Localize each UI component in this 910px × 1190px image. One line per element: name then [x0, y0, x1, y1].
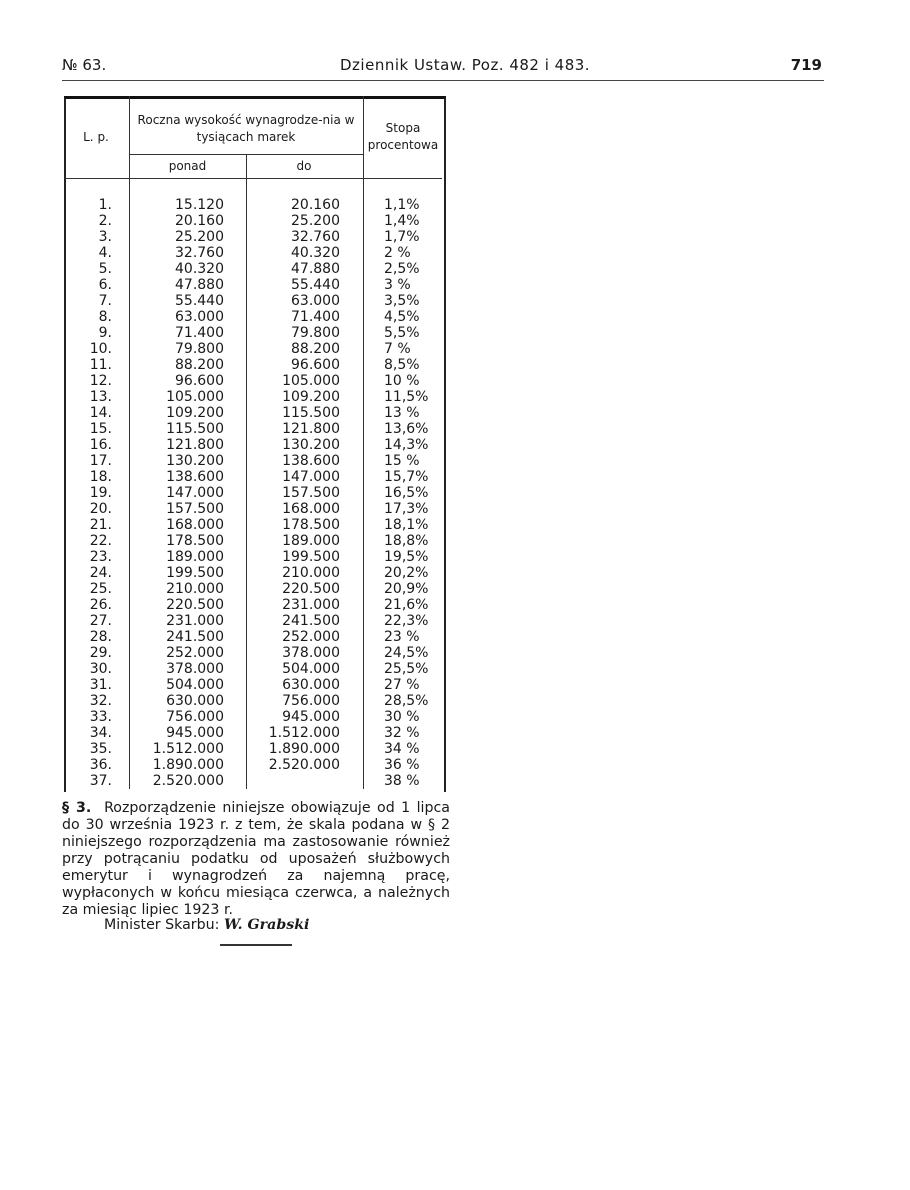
row-number: 11. [89, 357, 112, 373]
row-above: 20.160 [175, 213, 224, 229]
row-number: 23. [89, 549, 112, 565]
page-number: 719 [790, 56, 822, 74]
row-number: 35. [89, 741, 112, 757]
row-to: 199.500 [282, 549, 340, 565]
row-above: 189.000 [166, 549, 224, 565]
row-number: 28. [89, 629, 112, 645]
row-to: 252.000 [282, 629, 340, 645]
table-row [64, 741, 442, 757]
row-above: 2.520.000 [152, 773, 224, 789]
row-rate: 38 % [384, 773, 420, 789]
row-above: 178.500 [166, 533, 224, 549]
table-row [64, 469, 442, 485]
row-number: 21. [89, 517, 112, 533]
table-row [64, 693, 442, 709]
row-number: 18. [89, 469, 112, 485]
row-number: 17. [89, 453, 112, 469]
table-row [64, 613, 442, 629]
row-rate: 21,6% [384, 597, 429, 613]
header-sub-rule [130, 154, 363, 155]
table-body [64, 197, 442, 789]
closing-rule [220, 944, 292, 946]
row-rate: 1,1% [384, 197, 420, 213]
row-above: 115.500 [166, 421, 224, 437]
table-row [64, 677, 442, 693]
table-row [64, 517, 442, 533]
row-above: 168.000 [166, 517, 224, 533]
row-to: 178.500 [282, 517, 340, 533]
row-to: 504.000 [282, 661, 340, 677]
row-number: 31. [89, 677, 112, 693]
row-rate: 20,9% [384, 581, 429, 597]
row-to: 79.800 [291, 325, 340, 341]
signature-line [104, 917, 444, 933]
row-number: 34. [89, 725, 112, 741]
row-rate: 2 % [384, 245, 411, 261]
table-row [64, 581, 442, 597]
section-label: § 3. [62, 800, 92, 816]
table-row [64, 453, 442, 469]
signature-name: W. Grabski [223, 917, 310, 933]
table-row [64, 645, 442, 661]
table-row [64, 565, 442, 581]
row-above: 241.500 [166, 629, 224, 645]
table-row [64, 533, 442, 549]
row-above: 378.000 [166, 661, 224, 677]
signature-title: Minister Skarbu: [104, 917, 220, 933]
row-number: 10. [89, 341, 112, 357]
header-to: do [296, 159, 312, 173]
row-number: 14. [89, 405, 112, 421]
row-above: 15.120 [175, 197, 224, 213]
row-rate: 10 % [384, 373, 420, 389]
row-rate: 11,5% [384, 389, 429, 405]
row-rate: 19,5% [384, 549, 429, 565]
row-rate: 36 % [384, 757, 420, 773]
row-above: 630.000 [166, 693, 224, 709]
row-rate: 18,1% [384, 517, 429, 533]
row-rate: 22,3% [384, 613, 429, 629]
row-rate: 13 % [384, 405, 420, 421]
table-row [64, 389, 442, 405]
row-above: 71.400 [175, 325, 224, 341]
table-row [64, 629, 442, 645]
journal-title: Dziennik Ustaw. Poz. 482 i 483. [340, 56, 591, 74]
header-rule [62, 80, 824, 81]
row-to: 168.000 [282, 501, 340, 517]
row-rate: 27 % [384, 677, 420, 693]
table-row [64, 261, 442, 277]
table-row [64, 373, 442, 389]
header-rate: Stopa procentowa [367, 121, 439, 152]
row-number: 8. [98, 309, 112, 325]
row-to: 109.200 [282, 389, 340, 405]
row-above: 96.600 [175, 373, 224, 389]
row-number: 5. [98, 261, 112, 277]
header-salary: Roczna wysokość wynagrodze-nia w tysiącach marek [137, 113, 355, 144]
row-above: 210.000 [166, 581, 224, 597]
row-above: 40.320 [175, 261, 224, 277]
row-to: 105.000 [282, 373, 340, 389]
row-rate: 5,5% [384, 325, 420, 341]
row-rate: 14,3% [384, 437, 429, 453]
row-number: 1. [98, 197, 112, 213]
row-to: 1.512.000 [268, 725, 340, 741]
row-to: 88.200 [291, 341, 340, 357]
row-above: 121.800 [166, 437, 224, 453]
table-row [64, 213, 442, 229]
row-to: 25.200 [291, 213, 340, 229]
row-above: 199.500 [166, 565, 224, 581]
row-above: 109.200 [166, 405, 224, 421]
row-number: 16. [89, 437, 112, 453]
row-above: 504.000 [166, 677, 224, 693]
table-row [64, 501, 442, 517]
table-row [64, 725, 442, 741]
row-number: 4. [98, 245, 112, 261]
row-above: 25.200 [175, 229, 224, 245]
row-to: 189.000 [282, 533, 340, 549]
row-above: 63.000 [175, 309, 224, 325]
table-row [64, 405, 442, 421]
row-to: 378.000 [282, 645, 340, 661]
row-rate: 13,6% [384, 421, 429, 437]
table-row [64, 773, 442, 789]
row-number: 32. [89, 693, 112, 709]
row-above: 55.440 [175, 293, 224, 309]
row-number: 24. [89, 565, 112, 581]
row-to: 2.520.000 [268, 757, 340, 773]
table-row [64, 421, 442, 437]
table-row [64, 709, 442, 725]
row-above: 220.500 [166, 597, 224, 613]
row-above: 252.000 [166, 645, 224, 661]
row-to: 115.500 [282, 405, 340, 421]
table-row [64, 277, 442, 293]
table-row [64, 309, 442, 325]
row-number: 37. [89, 773, 112, 789]
row-rate: 1,4% [384, 213, 420, 229]
row-above: 32.760 [175, 245, 224, 261]
row-above: 157.500 [166, 501, 224, 517]
row-rate: 4,5% [384, 309, 420, 325]
row-above: 945.000 [166, 725, 224, 741]
tax-scale-table [64, 96, 444, 791]
row-number: 2. [98, 213, 112, 229]
row-number: 29. [89, 645, 112, 661]
row-above: 88.200 [175, 357, 224, 373]
row-above: 231.000 [166, 613, 224, 629]
row-number: 9. [98, 325, 112, 341]
row-rate: 15 % [384, 453, 420, 469]
row-to: 157.500 [282, 485, 340, 501]
row-rate: 23 % [384, 629, 420, 645]
row-to: 220.500 [282, 581, 340, 597]
row-to: 1.890.000 [268, 741, 340, 757]
table-row [64, 757, 442, 773]
row-to: 756.000 [282, 693, 340, 709]
row-rate: 2,5% [384, 261, 420, 277]
row-to: 241.500 [282, 613, 340, 629]
table-row [64, 293, 442, 309]
table-row [64, 341, 442, 357]
row-number: 7. [98, 293, 112, 309]
row-number: 3. [98, 229, 112, 245]
row-to: 96.600 [291, 357, 340, 373]
row-rate: 8,5% [384, 357, 420, 373]
row-rate: 15,7% [384, 469, 429, 485]
row-rate: 30 % [384, 709, 420, 725]
row-above: 130.200 [166, 453, 224, 469]
table-row [64, 485, 442, 501]
header-above: ponad [168, 159, 207, 173]
section-text: Rozporządzenie niniejsze obowiązuje od 1 lipca do 30 września 1923 r. z tem, że skala podana w § 2 niniejszego rozporządzenia ma zastosowanie również przy potrącaniu podatku od uposażeń służbowych emerytur i wynagrodzeń za najemną pracę, wypłaconych w końcu miesiąca czerwca, a należnych za miesiąc lipiec 1923 r. [62, 800, 450, 918]
row-rate: 3,5% [384, 293, 420, 309]
row-to: 32.760 [291, 229, 340, 245]
row-to: 630.000 [282, 677, 340, 693]
row-to: 40.320 [291, 245, 340, 261]
row-above: 1.512.000 [152, 741, 224, 757]
header-lp: L. p. [83, 130, 109, 144]
table-row [64, 597, 442, 613]
row-number: 25. [89, 581, 112, 597]
section-3-paragraph [62, 800, 450, 919]
row-rate: 32 % [384, 725, 420, 741]
row-to: 71.400 [291, 309, 340, 325]
row-number: 19. [89, 485, 112, 501]
row-above: 147.000 [166, 485, 224, 501]
table-row [64, 197, 442, 213]
row-to: 63.000 [291, 293, 340, 309]
row-above: 105.000 [166, 389, 224, 405]
row-to: 55.440 [291, 277, 340, 293]
row-to: 945.000 [282, 709, 340, 725]
header-bottom-rule [64, 178, 442, 179]
issue-number: № 63. [62, 56, 107, 74]
row-rate: 1,7% [384, 229, 420, 245]
row-to: 210.000 [282, 565, 340, 581]
row-above: 756.000 [166, 709, 224, 725]
row-to: 130.200 [282, 437, 340, 453]
row-above: 79.800 [175, 341, 224, 357]
table-row [64, 357, 442, 373]
row-rate: 17,3% [384, 501, 429, 517]
row-number: 33. [89, 709, 112, 725]
row-rate: 34 % [384, 741, 420, 757]
row-number: 15. [89, 421, 112, 437]
row-rate: 24,5% [384, 645, 429, 661]
table-row [64, 437, 442, 453]
row-number: 26. [89, 597, 112, 613]
row-above: 47.880 [175, 277, 224, 293]
row-rate: 28,5% [384, 693, 429, 709]
row-rate: 20,2% [384, 565, 429, 581]
row-rate: 3 % [384, 277, 411, 293]
row-to: 121.800 [282, 421, 340, 437]
row-number: 13. [89, 389, 112, 405]
row-to: 47.880 [291, 261, 340, 277]
row-to: 147.000 [282, 469, 340, 485]
row-number: 36. [89, 757, 112, 773]
row-rate: 25,5% [384, 661, 429, 677]
row-number: 30. [89, 661, 112, 677]
table-row [64, 661, 442, 677]
row-above: 138.600 [166, 469, 224, 485]
table-row [64, 229, 442, 245]
row-to: 138.600 [282, 453, 340, 469]
table-row [64, 245, 442, 261]
row-rate: 18,8% [384, 533, 429, 549]
row-rate: 7 % [384, 341, 411, 357]
table-row [64, 325, 442, 341]
row-to: 20.160 [291, 197, 340, 213]
row-rate: 16,5% [384, 485, 429, 501]
row-number: 12. [89, 373, 112, 389]
row-to: 231.000 [282, 597, 340, 613]
row-number: 22. [89, 533, 112, 549]
row-number: 6. [98, 277, 112, 293]
table-row [64, 549, 442, 565]
row-number: 20. [89, 501, 112, 517]
row-number: 27. [89, 613, 112, 629]
row-above: 1.890.000 [152, 757, 224, 773]
page-header [62, 56, 822, 78]
